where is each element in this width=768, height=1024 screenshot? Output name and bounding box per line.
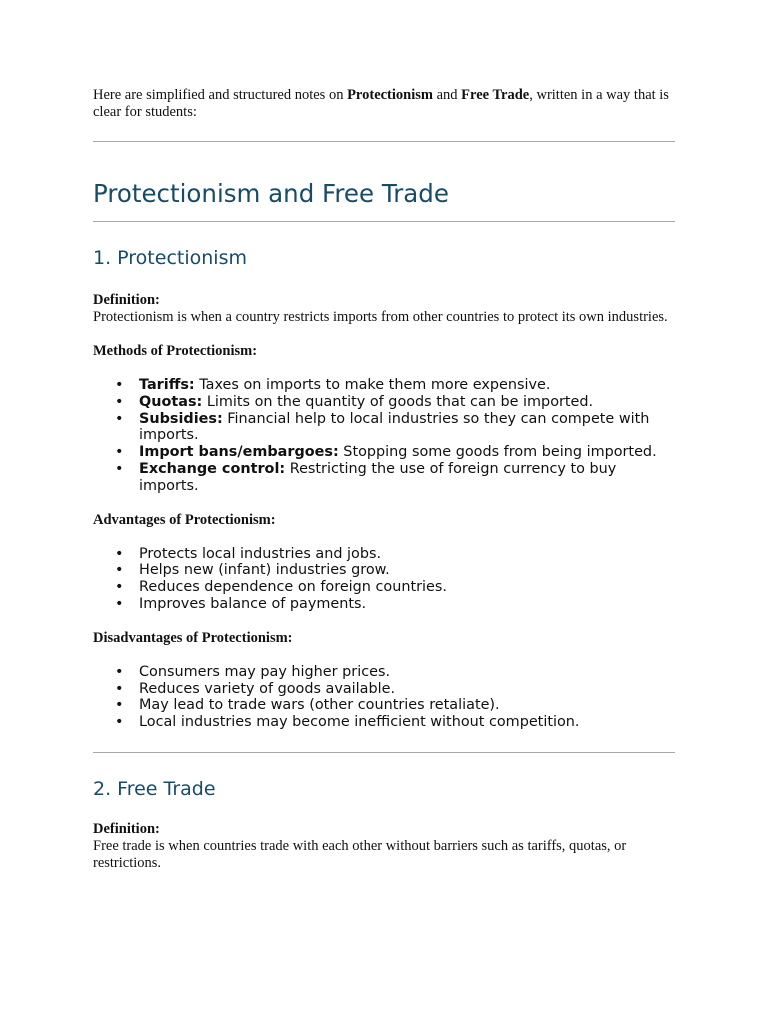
method-term: Quotas: [139, 393, 203, 410]
intro-prefix: Here are simplified and structured notes on [93, 87, 348, 103]
list-item: • Improves balance of payments. [139, 596, 675, 613]
list-item: • Protects local industries and jobs. [139, 546, 675, 563]
list-item [139, 411, 675, 445]
method-term: Import bans/embargoes: [139, 444, 339, 461]
method-text: Limits on the quantity of goods that can be imported. [202, 393, 594, 410]
section-heading-free-trade: 2. Free Trade [93, 777, 216, 800]
method-term: Exchange control: [139, 460, 286, 477]
intro-mid: and [432, 87, 462, 103]
method-text: Restricting the use of foreign currency to buy imports. [139, 460, 617, 494]
methods-list [93, 377, 675, 495]
page-title: Protectionism and Free Trade [93, 179, 449, 208]
list-item [139, 444, 675, 461]
definition-label: Definition: [93, 820, 160, 837]
intro-paragraph [93, 87, 675, 121]
intro-bold-protectionism: Protectionism [347, 87, 433, 103]
definition-text: Free trade is when countries trade with each other without barriers such as tariffs, quotas, or restrictions. [93, 837, 627, 871]
advantages-list [93, 546, 675, 613]
disadvantages-label: Disadvantages of Protectionism: [93, 629, 293, 646]
definition-label: Definition: [93, 292, 160, 308]
divider [93, 752, 675, 753]
disadvantages-list [93, 664, 675, 731]
definition-text: Protectionism is when a country restricts imports from other countries to protect its own industries. [93, 309, 668, 325]
method-term: Subsidies: [139, 410, 223, 427]
list-item [139, 461, 675, 495]
method-text: Financial help to local industries so they can compete with imports. [139, 410, 650, 444]
list-item: • Consumers may pay higher prices. [139, 664, 675, 681]
list-item [139, 394, 675, 411]
list-item: • Local industries may become inefficient without competition. [139, 714, 675, 731]
section-heading-protectionism: 1. Protectionism [93, 247, 247, 269]
intro-bold-free-trade: Free Trade [461, 87, 530, 103]
methods-label: Methods of Protectionism: [93, 343, 258, 359]
method-term: Tariffs: [139, 377, 195, 393]
divider [93, 221, 675, 222]
document-page [93, 87, 675, 872]
intro-suffix: , written in a way that is clear for students: [93, 87, 669, 120]
list-item: • Reduces dependence on foreign countries. [139, 579, 675, 596]
list-item: • May lead to trade wars (other countries retaliate). [139, 697, 675, 714]
method-text: Taxes on imports to make them more expensive. [194, 377, 551, 393]
list-item: • Reduces variety of goods available. [139, 681, 675, 698]
list-item [139, 377, 675, 394]
advantages-label: Advantages of Protectionism: [93, 511, 276, 528]
list-item: • Helps new (infant) industries grow. [139, 562, 675, 579]
method-text: Stopping some goods from being imported. [338, 444, 657, 461]
divider [93, 141, 675, 142]
